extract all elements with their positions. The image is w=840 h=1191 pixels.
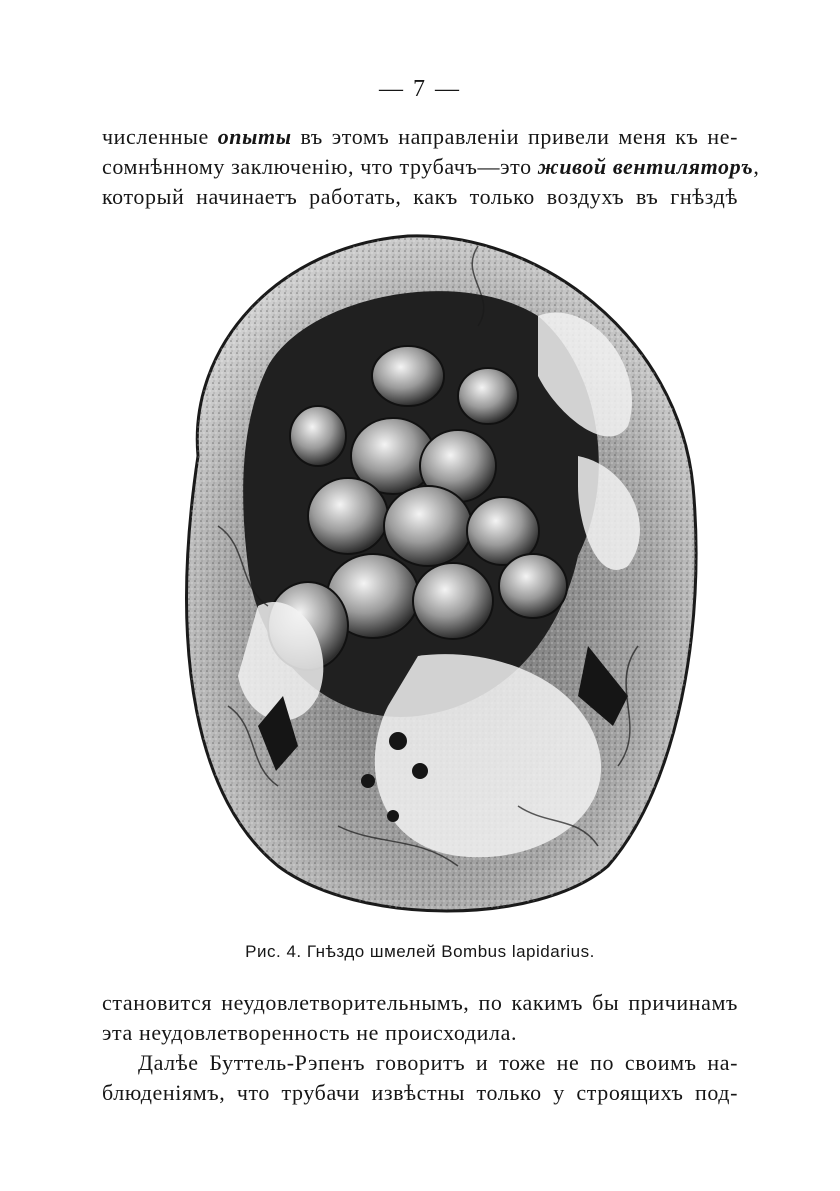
text-line: становится неудовлетворительнымъ, по какимъ бы причинамъ xyxy=(102,990,738,1015)
text-line: который начинаетъ работать, какъ только воздухъ въ гнѣздѣ xyxy=(102,184,738,209)
emphasis-text: опыты xyxy=(217,124,292,149)
bumblebee-nest-photo xyxy=(158,226,706,924)
figure-caption: Рис. 4. Гнѣздо шмелей Bombus lapidarius. xyxy=(245,942,595,961)
text-run: численные xyxy=(102,124,218,149)
text-run: въ этомъ направленіи привели меня къ не- xyxy=(291,124,738,149)
body-paragraph-top xyxy=(102,122,760,212)
body-paragraph-next xyxy=(102,1048,738,1108)
text-run: сомнѣнному заключенію, что трубачъ—это xyxy=(102,154,538,179)
emphasis-text: живой вентиляторъ xyxy=(537,154,754,179)
text-line: Далѣе Буттель-Рэпенъ говоритъ и тоже не по своимъ на- xyxy=(138,1050,738,1075)
body-paragraph-bottom xyxy=(102,988,738,1048)
text-run: , xyxy=(753,154,760,179)
text-line xyxy=(102,122,738,152)
text-line xyxy=(102,152,760,182)
page-number: — 7 — xyxy=(379,76,461,102)
text-line: эта неудовлетворенность не происходила. xyxy=(102,1020,518,1045)
text-line: блюденіямъ, что трубачи извѣстны только у строящихъ под- xyxy=(102,1080,738,1105)
